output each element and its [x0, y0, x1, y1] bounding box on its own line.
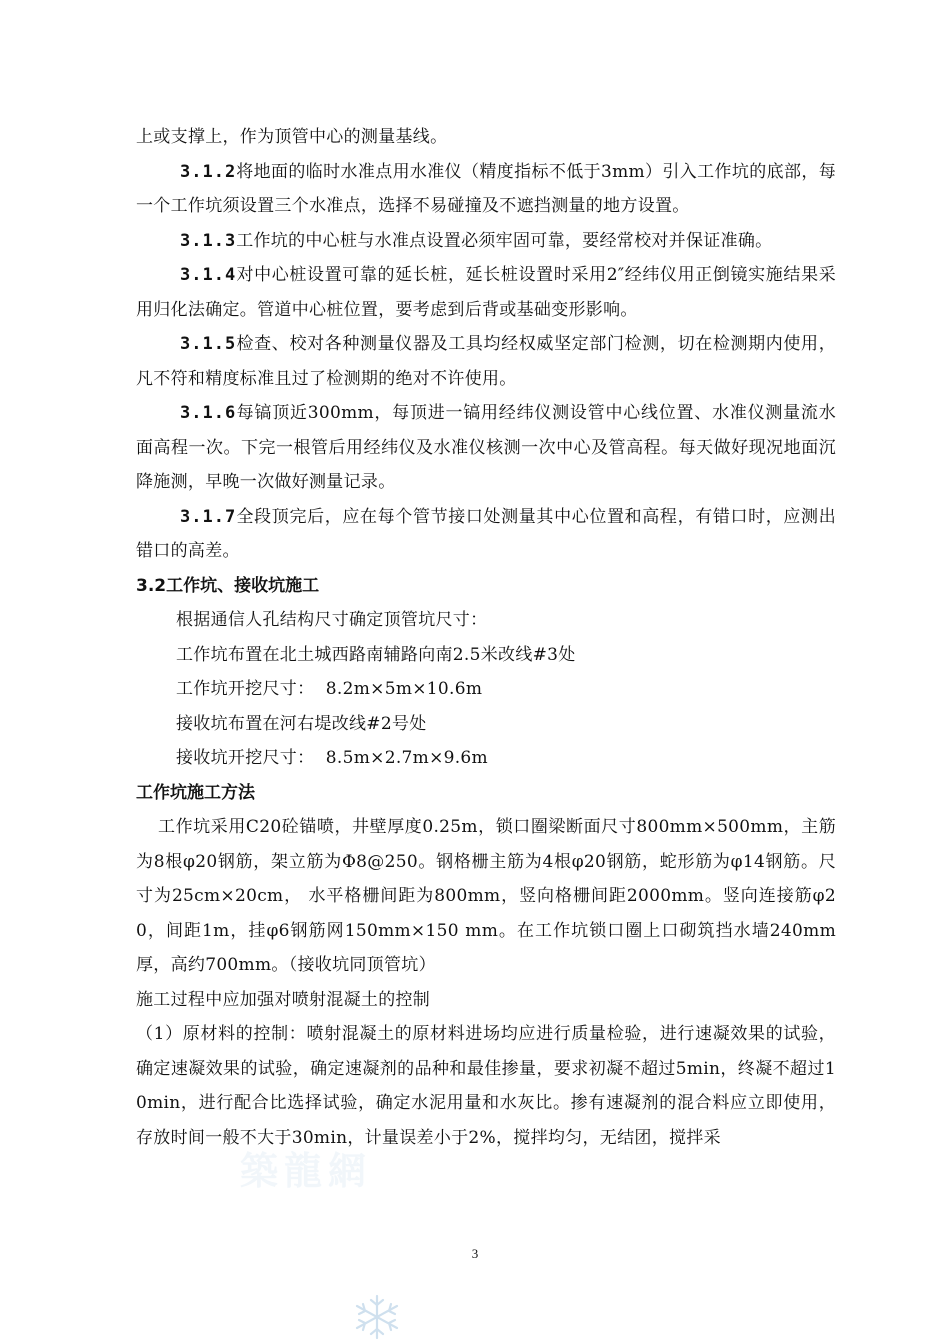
page-number: 3 [471, 1246, 479, 1261]
clause-text: 对中心桩设置可靠的延长桩，延长桩设置时采用2″经纬仪用正倒镜实施结果采用归化法确定。管道中心桩位置，要考虑到后背或基础变形影响。 [136, 265, 836, 320]
control-title: 施工过程中应加强对喷射混凝土的控制 [136, 989, 431, 1010]
clause-text: 工作坑的中心桩与水准点设置必须牢固可靠，要经常校对并保证准确。 [236, 230, 773, 251]
paragraph-3-1-6 [136, 396, 836, 500]
paragraph-continuation: 上或支撑上，作为顶管中心的测量基线。 [136, 127, 448, 147]
clause-text: 全段顶完后，应在每个管节接口处测量其中心位置和高程，有错口时，应测出错口的高差。 [136, 506, 836, 561]
method-paragraph: 工作坑采用C20砼锚喷，井壁厚度0.25m，锁口圈梁断面尺寸800mm×500mm，主筋为8根φ20钢筋，架立筋为Φ8@250。钢格栅主筋为4根φ20钢筋，蛇形筋为φ14钢筋。尺寸为25cm×20cm， 水平格栅间距为800mm，竖向格栅间距2000mm。竖向连接筋φ20，间距1m，挂φ6钢筋网150mm×150 mm。在工作坑锁口圈上口砌筑挡水墙240mm厚，高约700mm。（接收坑同顶管坑） [136, 817, 836, 975]
clause-number: 3.1.7 [180, 506, 237, 527]
clause-number: 3.1.3 [180, 230, 237, 251]
clause-number: 3.1.4 [180, 265, 237, 285]
clause-text: 每镐顶近300mm，每顶进一镐用经纬仪测设管中心线位置、水准仪测量流水面高程一次。下完一根管后用经纬仪及水准仪核测一次中心及管高程。每天做好现况地面沉降施测，早晚一次做好测量记录。 [136, 403, 836, 492]
clause-number: 3.1.5 [180, 334, 237, 354]
watermark-text: 築龍網 [240, 1149, 373, 1193]
raw-material-control-item: （1）原材料的控制：喷射混凝土的原材料进场均应进行质量检验，进行速凝效果的试验，确定速凝效果的试验，确定速凝剂的品种和最佳掺量，要求初凝不超过5min，终凝不超过10min，进行配合比选择试验，确定水泥用量和水灰比。掺有速凝剂的混合料应立即使用，存放时间一般不大于30min，计量误差小于2%，搅拌均匀，无结团，搅拌采 [136, 1024, 836, 1148]
snowflake-logo-icon [345, 1290, 409, 1344]
paragraph-3-1-4 [136, 258, 836, 327]
clause-number: 3.1.6 [180, 403, 237, 423]
clause-text: 检查、校对各种测量仪器及工具均经权威坚定部门检测，切在检测期内使用，凡不符和精度标准且过了检测期的绝对不许使用。 [136, 334, 836, 389]
section-heading-3-2: 3.2工作坑、接收坑施工 [136, 575, 320, 596]
paragraph-3-1-3 [136, 224, 836, 259]
clause-text: 将地面的临时水准点用水准仪（精度指标不低于3mm）引入工作坑的底部，每一个工作坑须设置三个水准点，选择不易碰撞及不遮挡测量的地方设置。 [136, 161, 836, 216]
receiving-pit-dimensions: 接收坑开挖尺寸： 8.5m×2.7m×9.6m [176, 748, 488, 768]
paragraph-3-1-2 [136, 155, 836, 224]
pit-size-intro: 根据通信人孔结构尺寸确定顶管坑尺寸： [176, 610, 488, 630]
paragraph-3-1-5 [136, 327, 836, 396]
paragraph-3-1-7 [136, 500, 836, 569]
work-pit-dimensions: 工作坑开挖尺寸： 8.2m×5m×10.6m [176, 679, 483, 699]
document-body [136, 120, 836, 1155]
section-heading-method: 工作坑施工方法 [136, 782, 255, 803]
receiving-pit-location: 接收坑布置在河右堤改线#2号处 [176, 713, 427, 734]
work-pit-location: 工作坑布置在北土城西路南辅路向南2.5米改线#3处 [176, 644, 576, 665]
clause-number: 3.1.2 [180, 161, 237, 182]
